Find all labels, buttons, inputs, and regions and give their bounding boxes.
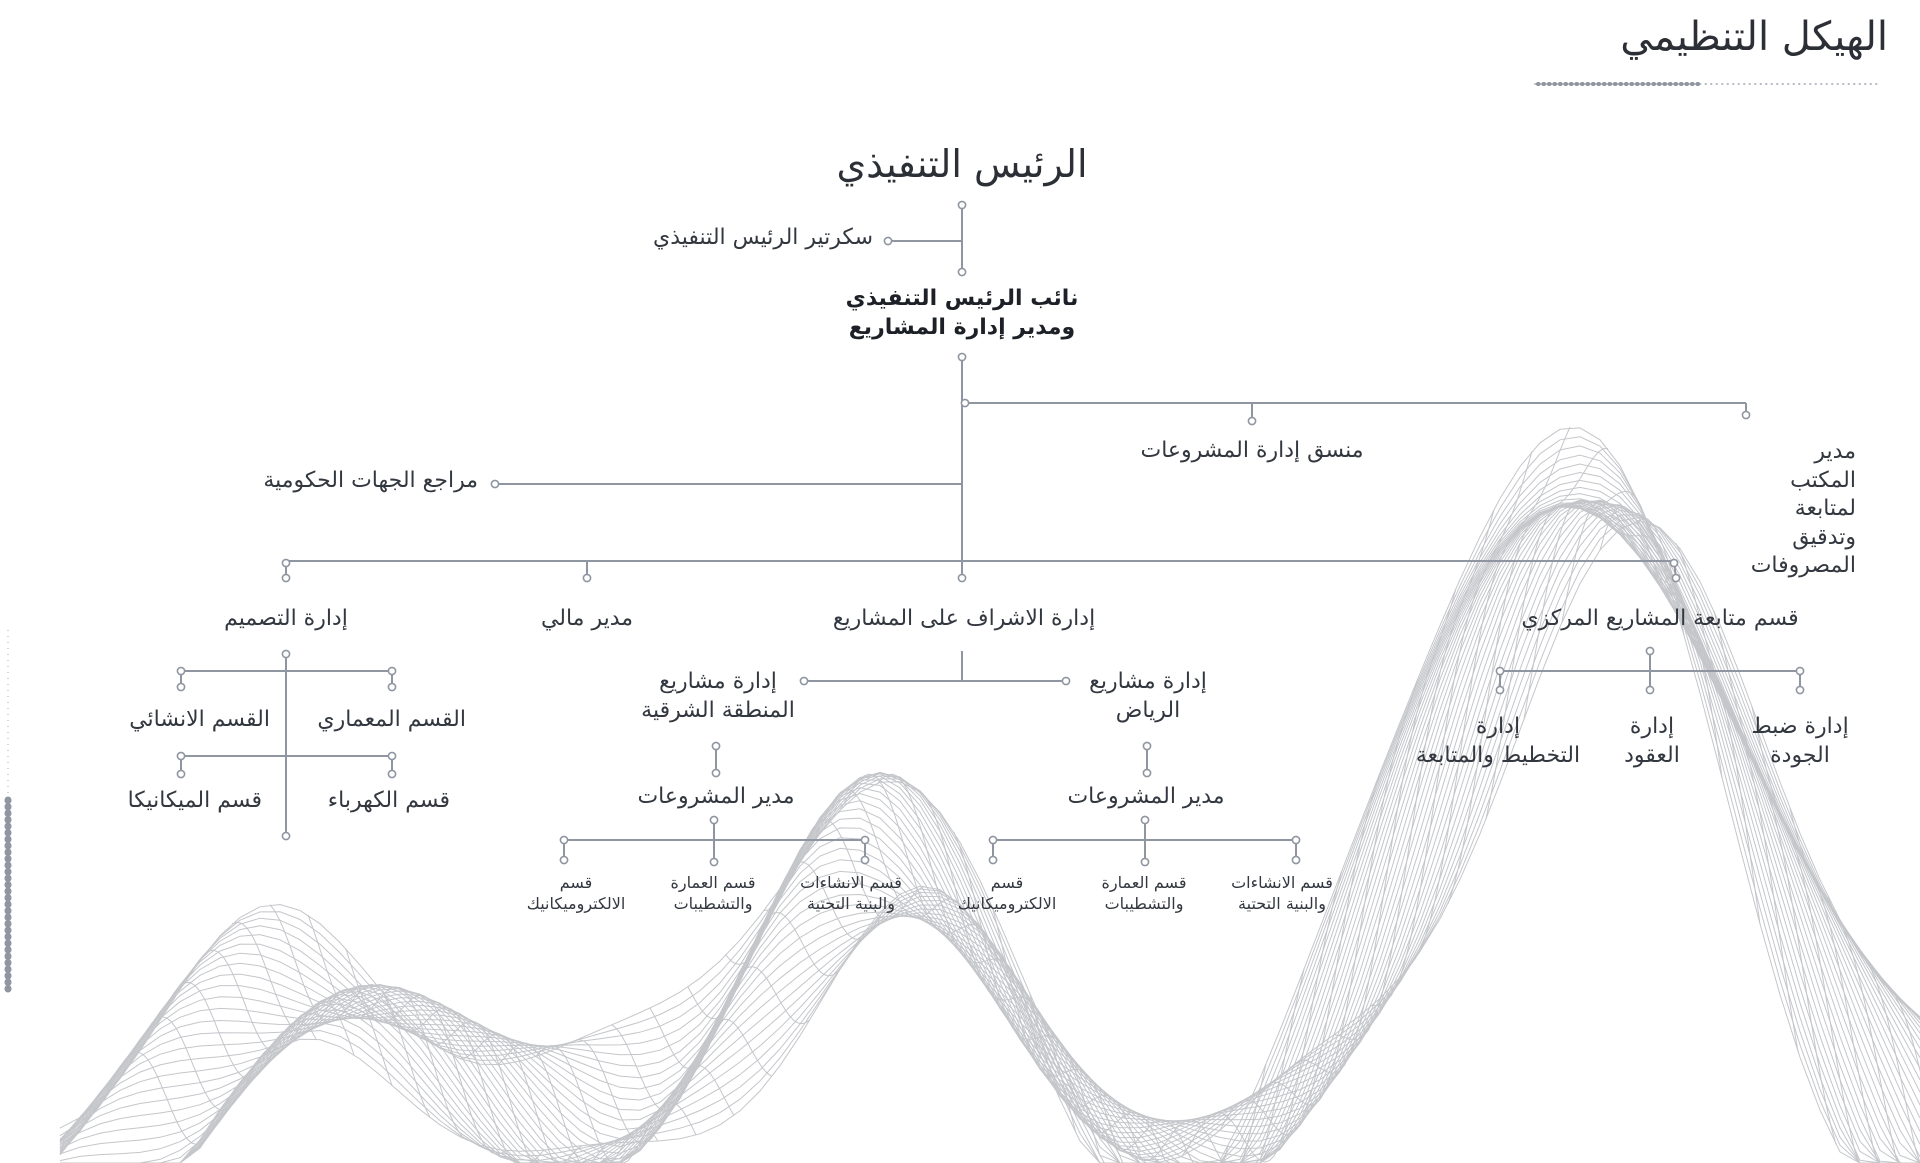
quality-control-dept: إدارة ضبط الجودة: [1751, 714, 1849, 768]
planning-followup-dept: إدارة التخطيط والمتابعة: [1415, 714, 1581, 768]
eastern-electromechanical-dept: قسم الالكتروميكانيك: [526, 873, 626, 913]
secretary-node: سكرتير الرئيس التنفيذي: [653, 225, 873, 250]
riyadh-projects-manager: مدير المشروعات: [1067, 784, 1225, 809]
contracts-dept: إدارة العقود: [1624, 714, 1680, 768]
riyadh-construction-dept: قسم الانشاءات والبنية التحتية: [1231, 873, 1333, 913]
ceo-node: الرئيس التنفيذي: [836, 142, 1088, 186]
office-manager-node: مدير المكتب لمتابعة وتدقيق المصروفات: [1750, 439, 1856, 579]
eastern-construction-dept: قسم الانشاءات والبنية التحتية: [800, 873, 902, 913]
architectural-dept: القسم المعماري: [317, 707, 466, 732]
eastern-projects-node: إدارة مشاريع المنطقة الشرقية: [641, 669, 795, 723]
electrical-dept: قسم الكهرباء: [327, 788, 450, 813]
page-title: الهيكل التنظيمي: [1620, 14, 1888, 60]
gov-reviewer-node: مراجع الجهات الحكومية: [263, 468, 478, 493]
supervision-dept-node: إدارة الاشراف على المشاريع: [832, 606, 1096, 631]
central-followup-node: قسم متابعة المشاريع المركزي: [1521, 606, 1799, 631]
mechanical-dept: قسم الميكانيكا: [127, 788, 262, 813]
riyadh-electromechanical-dept: قسم الالكتروميكانيك: [957, 873, 1057, 913]
deputy-node: نائب الرئيس التنفيذي ومدير إدارة المشاريع: [845, 286, 1079, 340]
design-dept-node: إدارة التصميم: [224, 606, 348, 631]
structural-dept: القسم الانشائي: [129, 707, 270, 732]
riyadh-projects-node: إدارة مشاريع الرياض: [1089, 669, 1207, 723]
eastern-architecture-dept: قسم العمارة والتشطيبات: [670, 873, 756, 913]
pm-coordinator-node: منسق إدارة المشروعات: [1140, 438, 1364, 463]
eastern-projects-manager: مدير المشروعات: [637, 784, 795, 809]
riyadh-architecture-dept: قسم العمارة والتشطيبات: [1101, 873, 1187, 913]
finance-manager-node: مدير مالي: [540, 606, 634, 631]
